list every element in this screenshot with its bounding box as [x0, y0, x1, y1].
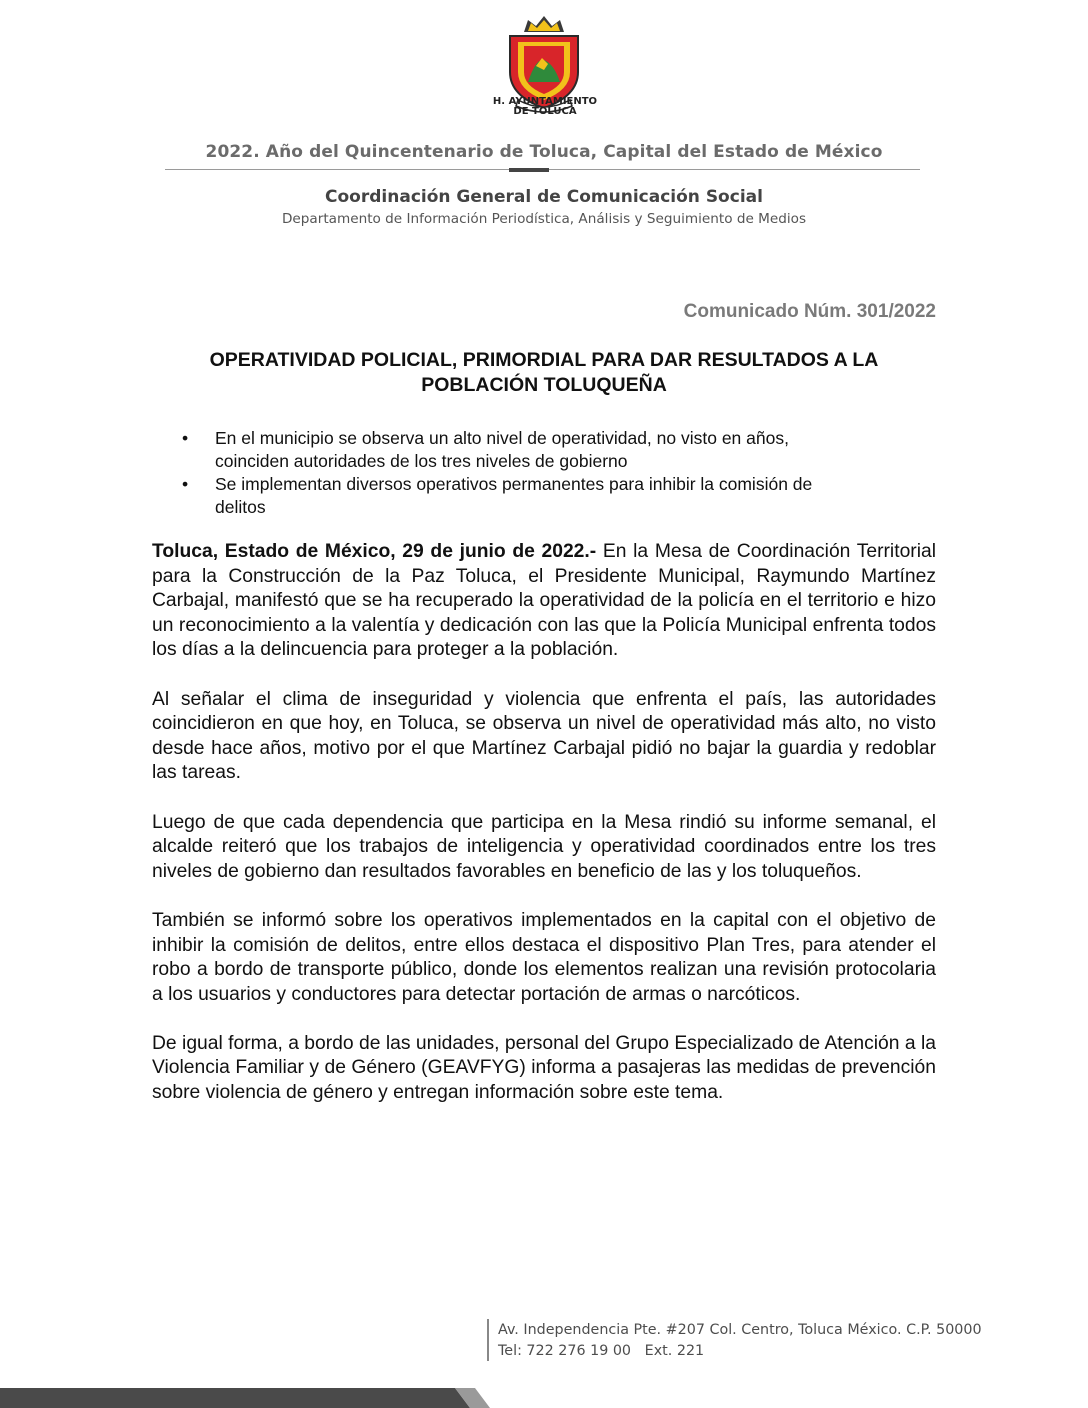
department-subtitle: Departamento de Información Periodística, Análisis y Seguimiento de Medios: [281, 211, 807, 227]
paragraph: Luego de que cada dependencia que participa en la Mesa rindió su informe semanal, el alcalde reiteró que los trabajos de inteligencia y operatividad coordinados entre los tres niveles de gobierno dan resultados favorables en beneficio de las y los toluqueños.: [152, 811, 936, 882]
press-release-title: [152, 348, 936, 398]
footer-contact: [498, 1320, 982, 1362]
coordination-title: Coordinación General de Comunicación Social: [325, 187, 763, 207]
footer-phone-line: [498, 1341, 982, 1362]
bullet-line: Se implementan diversos operativos permanentes para inhibir la comisión de: [215, 474, 813, 494]
paragraph-text: En la Mesa de Coordinación Territorial para la Construcción de la Paz Toluca, el Presidente Municipal, Raymundo Martínez Carbajal, manifestó que se ha recuperado la operatividad de la policía en el territorio e hizo un reconocimiento a la valentía y dedicación con las que la Policía Municipal enfrenta todos los días a la delincuencia para proteger a la población.: [152, 541, 937, 661]
footer-divider: [487, 1319, 489, 1361]
press-release-body: [152, 540, 936, 1130]
summary-bullets: [182, 427, 902, 519]
bullet-item: [182, 473, 902, 519]
bullet-line: En el municipio se observa un alto nivel de operatividad, no visto en años,: [215, 428, 789, 448]
footer-phone: Tel: 722 276 19 00: [498, 1343, 632, 1359]
title-line-2: POBLACIÓN TOLUQUEÑA: [421, 374, 667, 396]
title-line-1: OPERATIVIDAD POLICIAL, PRIMORDIAL PARA DAR RESULTADOS A LA: [209, 349, 879, 371]
bullet-item: [182, 427, 902, 473]
header-divider-accent: [509, 168, 549, 172]
bullet-marker: •: [182, 474, 189, 494]
paragraph: También se informó sobre los operativos implementados en la capital con el objetivo de inhibir la comisión de delitos, entre ellos destaca el dispositivo Plan Tres, para atender el robo a bordo de transporte público, donde los elementos realizan una revisión protocolaria a los usuarios y conductores para detectar portación de armas o narcóticos.: [152, 909, 936, 1005]
paragraph: De igual forma, a bordo de las unidades, personal del Grupo Especializado de Atención a la Violencia Familiar y de Género (GEAVFYG) informa a pasajeras las medidas de prevención sobre violencia de género y entregan información sobre este tema.: [152, 1032, 936, 1104]
bullet-marker: •: [182, 428, 189, 448]
footer-address: Av. Independencia Pte. #207 Col. Centro, Toluca México. C.P. 50000: [498, 1322, 982, 1338]
bullet-line: coinciden autoridades de los tres niveles de gobierno: [215, 451, 628, 471]
paragraph: Al señalar el clima de inseguridad y violencia que enfrenta el país, las autoridades coincidieron en que hoy, en Toluca, se observa un nivel de operatividad más alto, no visto desde hace años, motivo por el que Martínez Carbajal pidió no bajar la guardia y redoblar las tareas.: [152, 688, 936, 784]
paragraph-lead: [152, 540, 936, 663]
logo-text: [460, 97, 630, 117]
footer-band: [0, 1388, 1088, 1408]
year-banner: 2022. Año del Quincentenario de Toluca, Capital del Estado de México: [205, 142, 883, 162]
logo-text-line1: H. AYUNTAMIENTO: [492, 96, 598, 107]
bullet-line: delitos: [215, 497, 266, 517]
logo-text-line2: DE TOLUCA: [513, 106, 577, 117]
press-release-number: Comunicado Núm. 301/2022: [683, 301, 936, 322]
dateline: Toluca, Estado de México, 29 de junio de 2022.-: [152, 541, 597, 562]
footer-extension: Ext. 221: [644, 1343, 705, 1359]
